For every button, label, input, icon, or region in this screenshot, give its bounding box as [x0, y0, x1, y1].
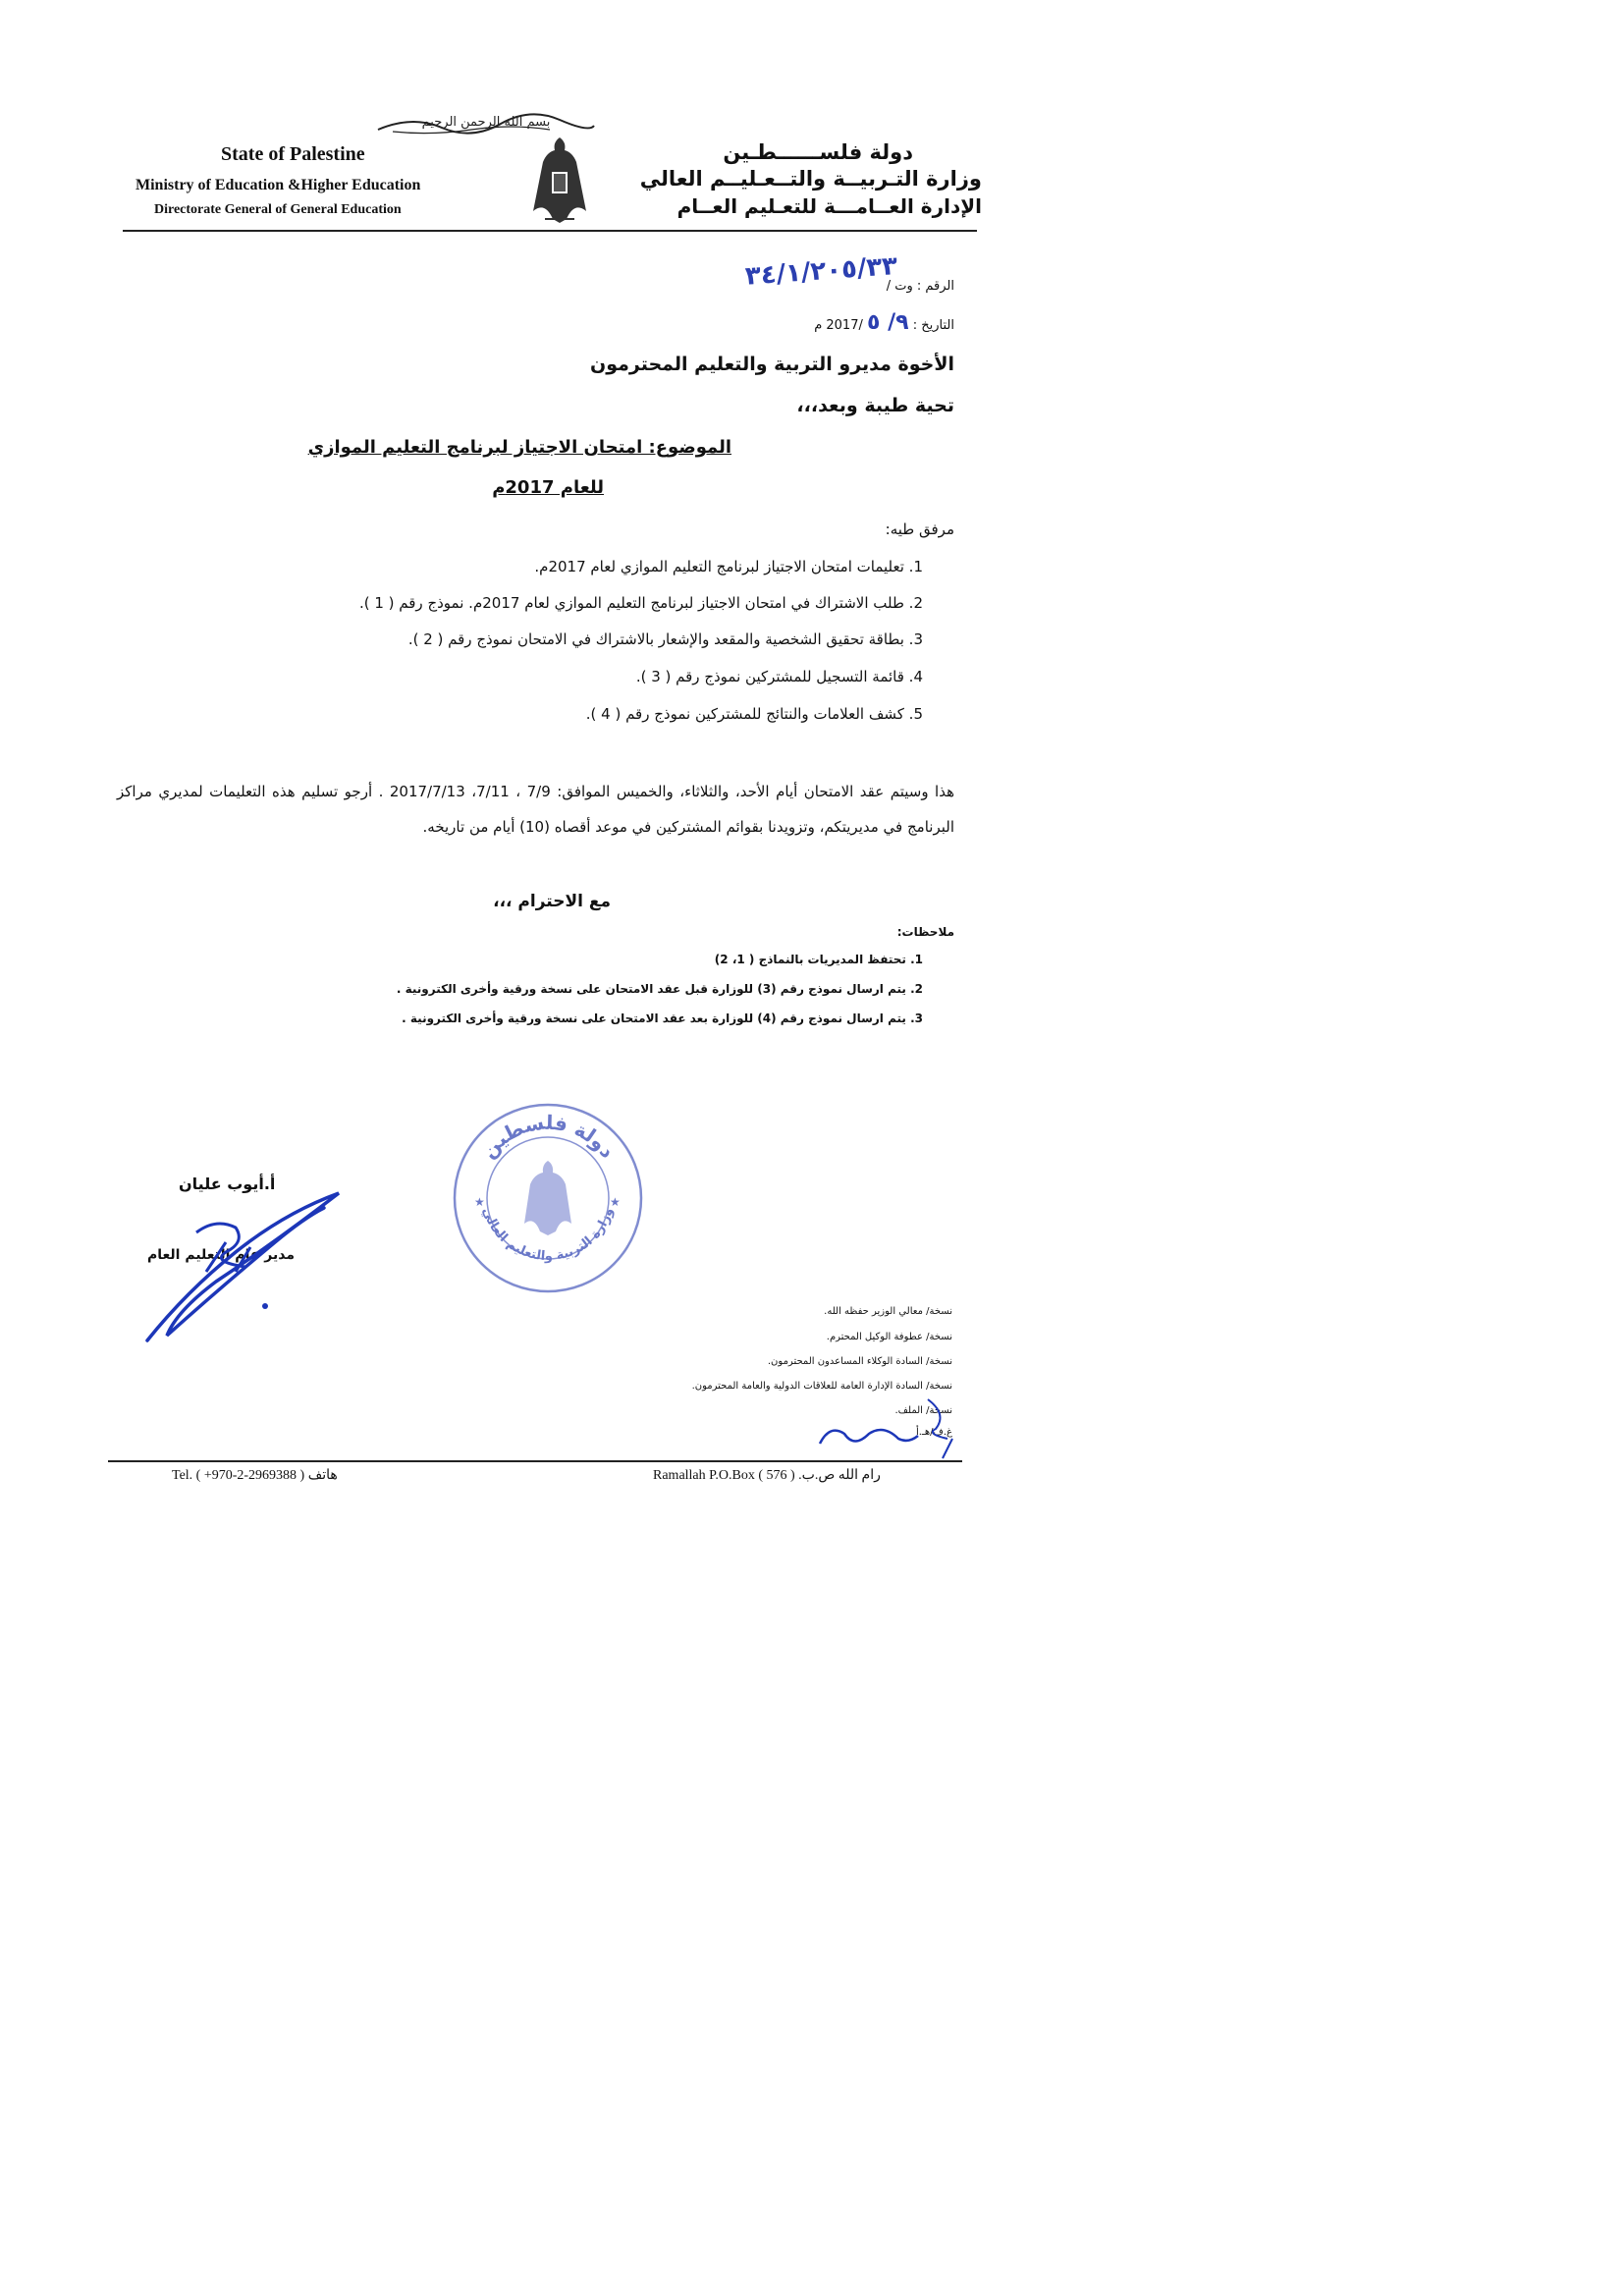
initials: غ.ف/هـ.أ: [915, 1427, 952, 1438]
state-name-ar: دولة فلســــــطـين: [723, 140, 913, 164]
date-handwritten: ٩/ ٥: [867, 310, 909, 335]
directorate-name-ar: الإدارة العــامـــة للتعـليم العــام: [676, 194, 982, 218]
palestine-eagle-emblem-icon: [525, 133, 594, 226]
official-stamp: [450, 1100, 646, 1296]
stamp-text-top: دولة فلسطين: [476, 1110, 621, 1163]
attachment-item: 5. كشف العلامات والنتائج للمشتركين نموذج رقم ( 4 ).: [585, 705, 923, 723]
svg-text:★: ★: [610, 1195, 621, 1209]
footer-divider: [108, 1460, 962, 1462]
copy-recipient: نسخة/ عطوفة الوكيل المحترم.: [826, 1332, 952, 1342]
ministry-name-ar: وزارة التـربيــة والتــعـليــم العالي: [639, 167, 982, 191]
attachment-item: 1. تعليمات امتحان الاجتياز لبرنامج التعليم الموازي لعام 2017م.: [534, 558, 923, 575]
subject-line-1: الموضوع: امتحان الاجتياز لبرنامج التعليم الموازي: [307, 437, 731, 458]
header-divider: [123, 230, 977, 232]
addressee: الأخوة مديرو التربية والتعليم المحترمون: [590, 354, 954, 375]
signer-title: مدير عام التعليم العام: [147, 1247, 295, 1263]
reference-label: الرقم : وت /: [886, 279, 954, 294]
directorate-name-en: Directorate General of General Education: [154, 202, 402, 217]
attachment-item: 4. قائمة التسجيل للمشتركين نموذج رقم ( 3 ).: [635, 668, 923, 685]
copy-recipient: نسخة/ السادة الإدارة العامة للعلاقات الدولية والعامة المحترمون.: [691, 1381, 952, 1392]
signer-name: أ.أيوب عليان: [179, 1175, 276, 1193]
subject-line-2: للعام 2017م: [492, 477, 604, 498]
closing: مع الاحترام ،،،: [493, 892, 611, 911]
note-item: 2. يتم ارسال نموذج رقم (3) للوزارة قبل عقد الامتحان على نسخة ورقية وأخرى الكترونية .: [396, 982, 923, 996]
svg-text:★: ★: [474, 1195, 485, 1209]
greeting: تحية طيبة وبعد،،،: [796, 395, 954, 416]
date-printed: /2017 م: [814, 318, 863, 333]
ministry-name-en: Ministry of Education &Higher Education: [135, 177, 421, 193]
date-label: التاريخ :: [912, 318, 954, 333]
attachment-item: 3. بطاقة تحقيق الشخصية والمقعد والإشعار بالاشتراك في الامتحان نموذج رقم ( 2 ).: [407, 630, 923, 648]
copy-recipient: نسخة/ السادة الوكلاء المساعدون المحترمون.: [767, 1356, 952, 1367]
copy-recipient: نسخة/ الملف.: [894, 1405, 952, 1416]
footer-telephone: Tel. ( +970-2-2969388 ) هاتف: [172, 1468, 338, 1483]
attachment-item: 2. طلب الاشتراك في امتحان الاجتياز لبرنامج التعليم الموازي لعام 2017م. نموذج رقم ( 1 ).: [358, 594, 923, 612]
svg-text:بسم الله الرحمن الرحيم: بسم الله الرحمن الرحيم: [421, 115, 551, 130]
letter-body: هذا وسيتم عقد الامتحان أيام الأحد، والثلاثاء، والخميس الموافق: 7/9 ، 7/11، 2017/7/13 . أرجو تسليم هذه التعليمات لمديري مراكز البرنامج في مديريتكم، وتزويدنا بقوائم المشتركين في موعد أقصاه (10) أيام من تاريخه.: [117, 783, 954, 836]
stamp-text-bottom: وزارة التربية والتعليم العالي: [478, 1205, 617, 1265]
letter-date: [814, 310, 954, 335]
state-name-en: State of Palestine: [221, 143, 365, 165]
notes-label: ملاحظات:: [896, 925, 954, 939]
reference-handwritten: ٣٤/١/٢٠٥/٣٣: [743, 250, 899, 292]
note-item: 1. تحتفظ المديريات بالنماذج ( 1، 2): [714, 953, 923, 966]
footer-po-box: Ramallah P.O.Box ( 576 ) .رام الله ص.ب: [653, 1468, 881, 1483]
initials-signature: [810, 1394, 967, 1463]
attachments-label: مرفق طيه:: [885, 520, 954, 538]
note-item: 3. يتم ارسال نموذج رقم (4) للوزارة بعد عقد الامتحان على نسخة ورقية وأخرى الكترونية .: [402, 1011, 923, 1025]
copy-recipient: نسخة/ معالي الوزير حفظه الله.: [824, 1306, 952, 1317]
handwritten-signature: [128, 1174, 353, 1355]
